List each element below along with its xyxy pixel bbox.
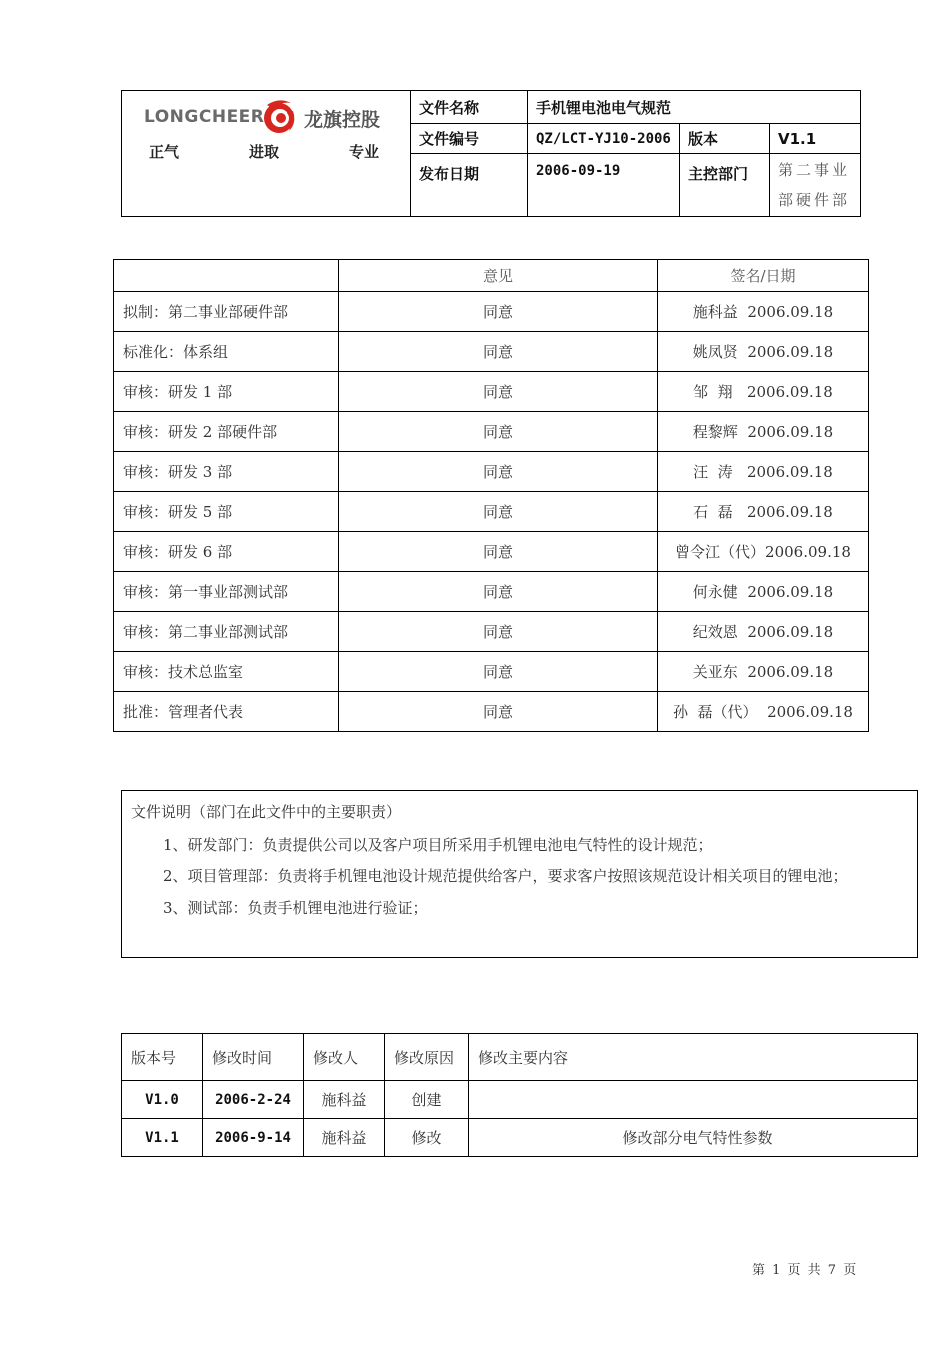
approval-opinion: 同意 bbox=[339, 572, 658, 612]
approval-sign: 关亚东 2006.09.18 bbox=[658, 652, 869, 692]
approval-sign: 姚凤贤 2006.09.18 bbox=[658, 332, 869, 372]
doc-name-label: 文件名称 bbox=[411, 91, 528, 124]
description-line-3: 3、测试部：负责手机锂电池进行验证； bbox=[163, 899, 428, 917]
approval-row bbox=[114, 612, 869, 652]
rev-content bbox=[469, 1081, 918, 1119]
revision-table bbox=[121, 1033, 918, 1157]
approval-opinion: 同意 bbox=[339, 532, 658, 572]
approval-role: 标准化：体系组 bbox=[114, 332, 339, 372]
rev-time: 2006-2-24 bbox=[203, 1081, 304, 1119]
approval-header-blank bbox=[114, 260, 339, 292]
approval-row bbox=[114, 652, 869, 692]
approval-role: 批准：管理者代表 bbox=[114, 692, 339, 732]
rev-header-time: 修改时间 bbox=[203, 1034, 304, 1081]
revision-row bbox=[122, 1081, 918, 1119]
approval-opinion: 同意 bbox=[339, 292, 658, 332]
rev-header-reason: 修改原因 bbox=[385, 1034, 469, 1081]
rev-by: 施科益 bbox=[304, 1119, 385, 1157]
approval-opinion: 同意 bbox=[339, 372, 658, 412]
document-header bbox=[121, 90, 861, 217]
approval-sign: 汪 涛 2006.09.18 bbox=[658, 452, 869, 492]
motto-3: 专业 bbox=[349, 143, 380, 161]
revision-row bbox=[122, 1119, 918, 1157]
dept-line-2: 部硬件部 bbox=[778, 191, 851, 209]
page-number: 第 1 页 共 7 页 bbox=[752, 1263, 857, 1278]
approval-opinion: 同意 bbox=[339, 452, 658, 492]
approval-role: 审核：研发 5 部 bbox=[114, 492, 339, 532]
doc-no-label: 文件编号 bbox=[411, 124, 528, 154]
approval-opinion: 同意 bbox=[339, 412, 658, 452]
approval-opinion: 同意 bbox=[339, 652, 658, 692]
logo-cell bbox=[122, 91, 411, 217]
motto-2: 进取 bbox=[249, 143, 280, 161]
rev-header-version: 版本号 bbox=[122, 1034, 203, 1081]
approval-sign: 孙 磊（代） 2006.09.18 bbox=[658, 692, 869, 732]
approval-sign: 纪效恩 2006.09.18 bbox=[658, 612, 869, 652]
approval-row bbox=[114, 412, 869, 452]
version: V1.1 bbox=[770, 124, 861, 154]
approval-row bbox=[114, 292, 869, 332]
approval-opinion: 同意 bbox=[339, 692, 658, 732]
company-logo bbox=[144, 97, 404, 133]
rev-time: 2006-9-14 bbox=[203, 1119, 304, 1157]
approval-role: 审核：研发 1 部 bbox=[114, 372, 339, 412]
approval-sign: 石 磊 2006.09.18 bbox=[658, 492, 869, 532]
approval-role: 审核：研发 2 部硬件部 bbox=[114, 412, 339, 452]
approval-row bbox=[114, 452, 869, 492]
rev-reason: 创建 bbox=[385, 1081, 469, 1119]
approval-row bbox=[114, 692, 869, 732]
approval-opinion: 同意 bbox=[339, 492, 658, 532]
approval-role: 拟制：第二事业部硬件部 bbox=[114, 292, 339, 332]
approval-table bbox=[113, 259, 869, 732]
rev-header-content: 修改主要内容 bbox=[469, 1034, 918, 1081]
approval-sign: 施科益 2006.09.18 bbox=[658, 292, 869, 332]
version-label: 版本 bbox=[680, 124, 770, 154]
approval-role: 审核：技术总监室 bbox=[114, 652, 339, 692]
approval-sign: 何永健 2006.09.18 bbox=[658, 572, 869, 612]
approval-role: 审核：研发 6 部 bbox=[114, 532, 339, 572]
approval-row bbox=[114, 492, 869, 532]
approval-header-sign: 签名/日期 bbox=[658, 260, 869, 292]
description-line-1: 1、研发部门：负责提供公司以及客户项目所采用手机锂电池电气特性的设计规范； bbox=[163, 836, 713, 854]
rev-by: 施科益 bbox=[304, 1081, 385, 1119]
dept-line-1: 第二事业 bbox=[778, 161, 851, 179]
approval-row bbox=[114, 372, 869, 412]
date-label: 发布日期 bbox=[411, 154, 528, 217]
approval-row bbox=[114, 332, 869, 372]
rev-header-by: 修改人 bbox=[304, 1034, 385, 1081]
approval-role: 审核：第一事业部测试部 bbox=[114, 572, 339, 612]
approval-sign: 程黎辉 2006.09.18 bbox=[658, 412, 869, 452]
approval-row bbox=[114, 572, 869, 612]
rev-version: V1.1 bbox=[122, 1119, 203, 1157]
rev-content: 修改部分电气特性参数 bbox=[469, 1119, 918, 1157]
approval-opinion: 同意 bbox=[339, 612, 658, 652]
dept-label: 主控部门 bbox=[680, 154, 770, 217]
rev-reason: 修改 bbox=[385, 1119, 469, 1157]
description-title: 文件说明（部门在此文件中的主要职责） bbox=[131, 803, 402, 821]
motto-1: 正气 bbox=[149, 143, 180, 161]
doc-no: QZ/LCT-YJ10-2006 bbox=[528, 124, 680, 154]
doc-name: 手机锂电池电气规范 bbox=[528, 91, 861, 124]
approval-role: 审核：第二事业部测试部 bbox=[114, 612, 339, 652]
control-dept bbox=[770, 154, 861, 217]
approval-row bbox=[114, 532, 869, 572]
logo-swirl-icon bbox=[259, 97, 299, 137]
logo-text-en: LONGCHEER bbox=[144, 107, 265, 127]
logo-text-cn: 龙旗控股 bbox=[304, 109, 381, 131]
approval-opinion: 同意 bbox=[339, 332, 658, 372]
rev-version: V1.0 bbox=[122, 1081, 203, 1119]
approval-role: 审核：研发 3 部 bbox=[114, 452, 339, 492]
approval-sign: 邹 翔 2006.09.18 bbox=[658, 372, 869, 412]
approval-sign: 曾令江（代）2006.09.18 bbox=[658, 532, 869, 572]
publish-date: 2006-09-19 bbox=[528, 154, 680, 217]
description-line-2: 2、项目管理部：负责将手机锂电池设计规范提供给客户，要求客户按照该规范设计相关项目的锂电池； bbox=[163, 867, 848, 885]
approval-header-opinion: 意见 bbox=[339, 260, 658, 292]
document-description bbox=[121, 790, 918, 958]
